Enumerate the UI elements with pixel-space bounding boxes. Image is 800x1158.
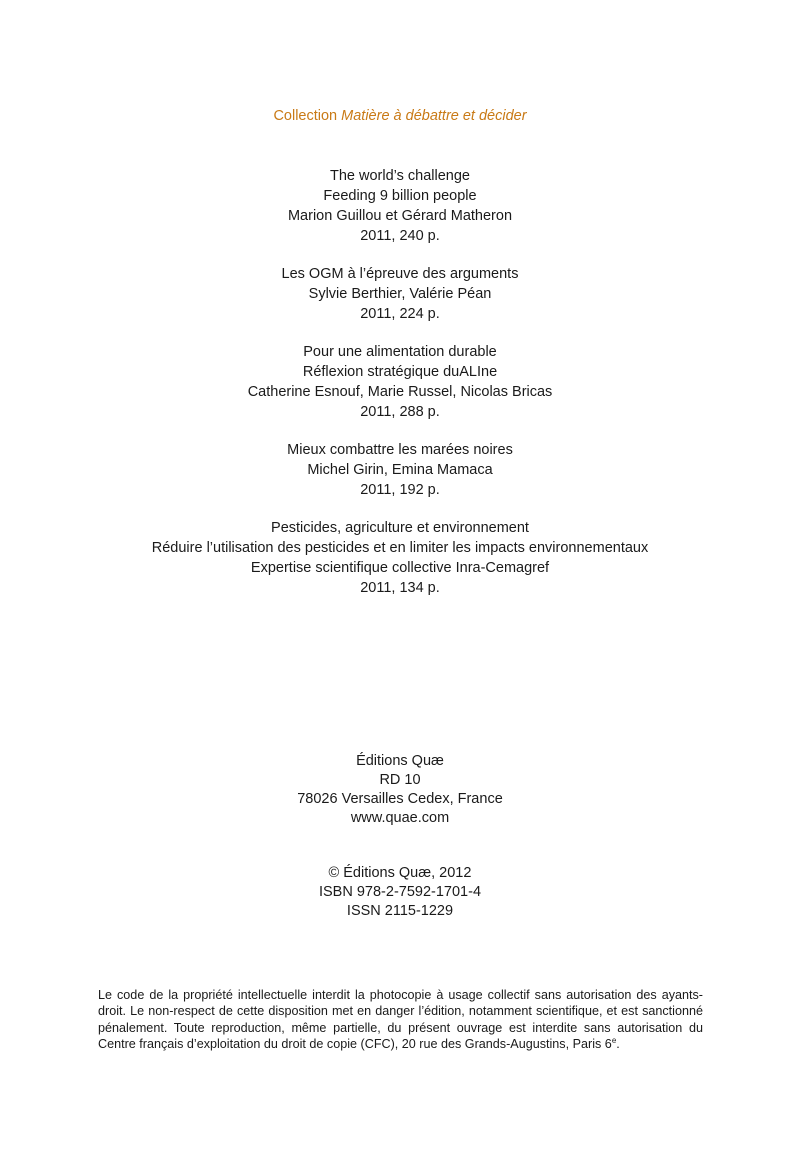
legal-text: Le code de la propriété intellectuelle interdit la photocopie à usage collectif sans autorisation des ayants-droit. Le non-respect de cette disposition met en danger l’édition, notamment scientifique, et est sanctionné pénalement. Toute reproduction, même partielle, du présent ouvrage est interdite sans autorisation du Centre français d’exploitation du droit de copie (CFC), 20 rue des Grands-Augustins, Paris 6 (98, 988, 703, 1052)
collection-prefix: Collection (273, 108, 342, 124)
book-authors: Catherine Esnouf, Marie Russel, Nicolas Bricas (247, 384, 553, 400)
book-title: Mieux combattre les marées noires (287, 442, 513, 458)
book-authors: Expertise scientifique collective Inra-Cemagref (250, 560, 550, 576)
legal-superscript: e (611, 1036, 617, 1046)
publisher-website: www.quae.com (350, 810, 450, 826)
copyright-notice: © Éditions Quæ, 2012 (328, 865, 472, 881)
book-entry (0, 342, 800, 422)
publisher-address (0, 752, 800, 828)
book-entry (0, 166, 800, 246)
book-details: 2011, 224 p. (360, 306, 440, 322)
copyright-block (0, 864, 800, 921)
legal-end: . (616, 1037, 620, 1052)
book-title: Pour une alimentation durable (303, 344, 497, 360)
book-authors: Michel Girin, Emina Mamaca (307, 462, 493, 478)
publisher-city: 78026 Versailles Cedex, France (297, 791, 503, 807)
book-details: 2011, 288 p. (360, 404, 440, 420)
book-title: The world’s challenge (330, 168, 470, 184)
book-details: 2011, 192 p. (360, 482, 440, 498)
book-entry (0, 440, 800, 500)
book-entry (0, 264, 800, 324)
legal-notice (98, 987, 703, 1053)
publisher-name: Éditions Quæ (356, 753, 444, 769)
issn: ISSN 2115-1229 (346, 903, 454, 919)
book-subtitle: Feeding 9 billion people (323, 188, 477, 204)
book-list (0, 166, 800, 616)
book-subtitle: Réduire l’utilisation des pesticides et en limiter les impacts environnementaux (151, 540, 649, 556)
publisher-road: RD 10 (379, 772, 421, 788)
isbn: ISBN 978-2-7592-1701-4 (318, 884, 482, 900)
collection-title (0, 108, 800, 124)
book-details: 2011, 134 p. (360, 580, 440, 596)
book-subtitle: Réflexion stratégique duALIne (302, 364, 498, 380)
collection-name: Matière à débattre et décider (341, 108, 527, 124)
book-entry (0, 518, 800, 598)
book-details: 2011, 240 p. (360, 228, 440, 244)
book-title: Pesticides, agriculture et environnement (271, 520, 529, 536)
book-title: Les OGM à l’épreuve des arguments (281, 266, 519, 282)
book-authors: Sylvie Berthier, Valérie Péan (308, 286, 492, 302)
book-authors: Marion Guillou et Gérard Matheron (287, 208, 513, 224)
